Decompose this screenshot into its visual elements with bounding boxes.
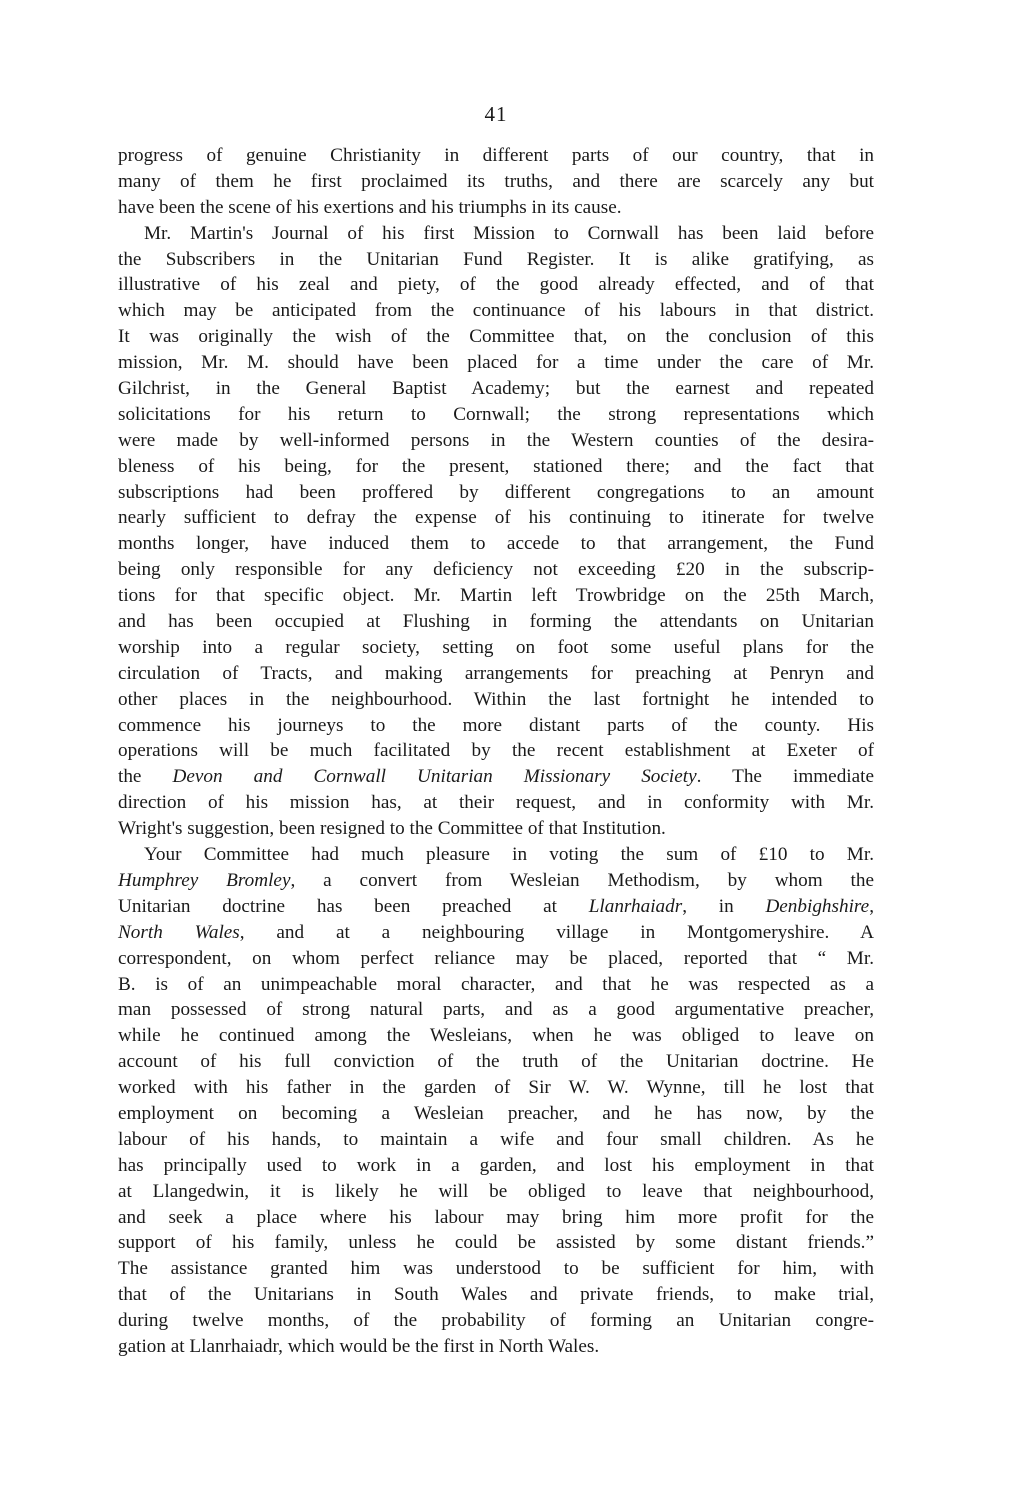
text-line (118, 454, 874, 480)
text-run: account of his full conviction of the truth of the Unitarian doctrine. He (118, 1051, 874, 1073)
paragraph (118, 143, 874, 221)
text-line (118, 738, 874, 764)
text-line (118, 816, 874, 842)
italic-text: Humphrey Bromley (118, 869, 291, 891)
text-run: The assistance granted him was understood to be sufficient for him, with (118, 1258, 874, 1280)
text-line (118, 1230, 874, 1256)
text-line (118, 195, 874, 221)
text-line (118, 894, 874, 920)
text-run: direction of his mission has, at their request, and in conformity with Mr. (118, 792, 874, 814)
text-line (118, 505, 874, 531)
text-line (118, 1256, 874, 1282)
text-run: months longer, have induced them to accede to that arrangement, the Fund (118, 533, 874, 555)
text-line (118, 1127, 874, 1153)
text-run: tions for that specific object. Mr. Martin left Trowbridge on the 25th March, (118, 585, 874, 607)
text-run: , (869, 895, 874, 917)
text-line (118, 1101, 874, 1127)
text-run: which may be anticipated from the continuance of his labours in that district. (118, 300, 874, 322)
text-run: during twelve months, of the probability of forming an Unitarian congre- (118, 1310, 874, 1332)
text-line (118, 480, 874, 506)
text-line (118, 402, 874, 428)
italic-text: North Wales (118, 921, 240, 943)
paragraph (118, 842, 874, 1360)
text-line (118, 1179, 874, 1205)
text-line (118, 635, 874, 661)
text-line (118, 1023, 874, 1049)
text-run: correspondent, on whom perfect reliance may be placed, reported that “ Mr. (118, 947, 874, 969)
document-page (118, 102, 874, 1360)
text-run: Gilchrist, in the General Baptist Academy; but the earnest and repeated (118, 378, 874, 400)
text-run: nearly sufficient to defray the expense of his continuing to itinerate for twelve (118, 507, 874, 529)
text-line (118, 1205, 874, 1231)
page-number: 41 (484, 102, 508, 126)
text-line (118, 1075, 874, 1101)
text-run: support of his family, unless he could be assisted by some distant friends.” (118, 1232, 874, 1254)
text-line (118, 842, 874, 868)
text-run: employment on becoming a Wesleian preacher, and he has now, by the (118, 1102, 874, 1124)
text-line (118, 946, 874, 972)
text-run: the Subscribers in the Unitarian Fund Register. It is alike gratifying, as (118, 248, 874, 270)
text-line (118, 221, 874, 247)
text-run: the (118, 766, 173, 788)
text-line (118, 583, 874, 609)
italic-text: Llanrhaiadr (588, 895, 683, 917)
text-run: being only responsible for any deficiency not exceeding £20 in the subscrip- (118, 559, 874, 581)
text-line (118, 1049, 874, 1075)
text-line (118, 868, 874, 894)
text-line (118, 790, 874, 816)
italic-text: Devon and Cornwall Unitarian Missionary Society (172, 766, 697, 788)
text-run: Your Committee had much pleasure in voting the sum of £10 to Mr. (144, 844, 874, 866)
text-run: B. is of an unimpeachable moral character, and that he was respected as a (118, 973, 874, 995)
text-run: Unitarian doctrine has been preached at (118, 895, 589, 917)
text-line (118, 376, 874, 402)
text-run: and seek a place where his labour may bring him more profit for the (118, 1206, 874, 1228)
body-text (118, 143, 874, 1360)
text-line (118, 143, 874, 169)
italic-text: Denbighshire (765, 895, 870, 917)
text-line (118, 557, 874, 583)
text-run: many of them he first proclaimed its truths, and there are scarcely any but (118, 170, 874, 192)
text-run: gation at Llanrhaiadr, which would be the first in North Wales. (118, 1335, 600, 1357)
text-line (118, 997, 874, 1023)
text-line (118, 247, 874, 273)
text-line (118, 713, 874, 739)
text-line (118, 609, 874, 635)
text-run: bleness of his being, for the present, stationed there; and the fact that (118, 455, 874, 477)
text-line (118, 661, 874, 687)
text-run: labour of his hands, to maintain a wife and four small children. As he (118, 1128, 874, 1150)
text-line (118, 298, 874, 324)
text-run: while he continued among the Wesleians, when he was obliged to leave on (118, 1025, 874, 1047)
text-run: Mr. Martin's Journal of his first Mission to Cornwall has been laid before (144, 222, 874, 244)
text-run: has principally used to work in a garden, and lost his employment in that (118, 1154, 874, 1176)
text-line (118, 972, 874, 998)
text-run: worked with his father in the garden of Sir W. W. Wynne, till he lost that (118, 1077, 874, 1099)
text-run: It was originally the wish of the Committee that, on the conclusion of this (118, 326, 874, 348)
text-run: have been the scene of his exertions and his triumphs in its cause. (118, 196, 622, 218)
text-run: solicitations for his return to Cornwall; the strong representations which (118, 403, 874, 425)
text-line (118, 920, 874, 946)
text-line (118, 1153, 874, 1179)
text-run: , a convert from Wesleian Methodism, by whom the (290, 869, 875, 891)
text-run: , and at a neighbouring village in Montgomeryshire. A (239, 921, 874, 943)
text-run: progress of genuine Christianity in different parts of our country, that in (118, 145, 874, 166)
text-run: subscriptions had been proffered by different congregations to an amount (118, 481, 874, 503)
text-line (118, 350, 874, 376)
text-line (118, 272, 874, 298)
text-line (118, 428, 874, 454)
text-run: operations will be much facilitated by the recent establishment at Exeter of (118, 740, 874, 762)
text-run: Wright's suggestion, been resigned to the Committee of that Institution. (118, 818, 666, 840)
paragraph (118, 221, 874, 842)
text-run: circulation of Tracts, and making arrangements for preaching at Penryn and (118, 662, 874, 684)
text-run: man possessed of strong natural parts, and as a good argumentative preacher, (118, 999, 874, 1021)
text-line (118, 1282, 874, 1308)
text-run: illustrative of his zeal and piety, of the good already effected, and of that (118, 274, 874, 296)
text-run: commence his journeys to the more distant parts of the county. His (118, 714, 874, 736)
text-run: were made by well-informed persons in the Western counties of the desira- (118, 429, 874, 451)
text-line (118, 1334, 874, 1360)
text-line (118, 531, 874, 557)
text-run: other places in the neighbourhood. Within the last fortnight he intended to (118, 688, 874, 710)
text-run: , in (682, 895, 766, 917)
text-run: that of the Unitarians in South Wales and private friends, to make trial, (118, 1284, 874, 1306)
text-run: . The immediate (696, 766, 874, 788)
text-line (118, 169, 874, 195)
text-run: worship into a regular society, setting on foot some useful plans for the (118, 636, 874, 658)
text-run: and has been occupied at Flushing in forming the attendants on Unitarian (118, 611, 874, 633)
text-line (118, 687, 874, 713)
text-run: at Llangedwin, it is likely he will be obliged to leave that neighbourhood, (118, 1180, 874, 1202)
text-run: mission, Mr. M. should have been placed for a time under the care of Mr. (118, 352, 874, 374)
text-line (118, 1308, 874, 1334)
text-line (118, 324, 874, 350)
text-line (118, 764, 874, 790)
